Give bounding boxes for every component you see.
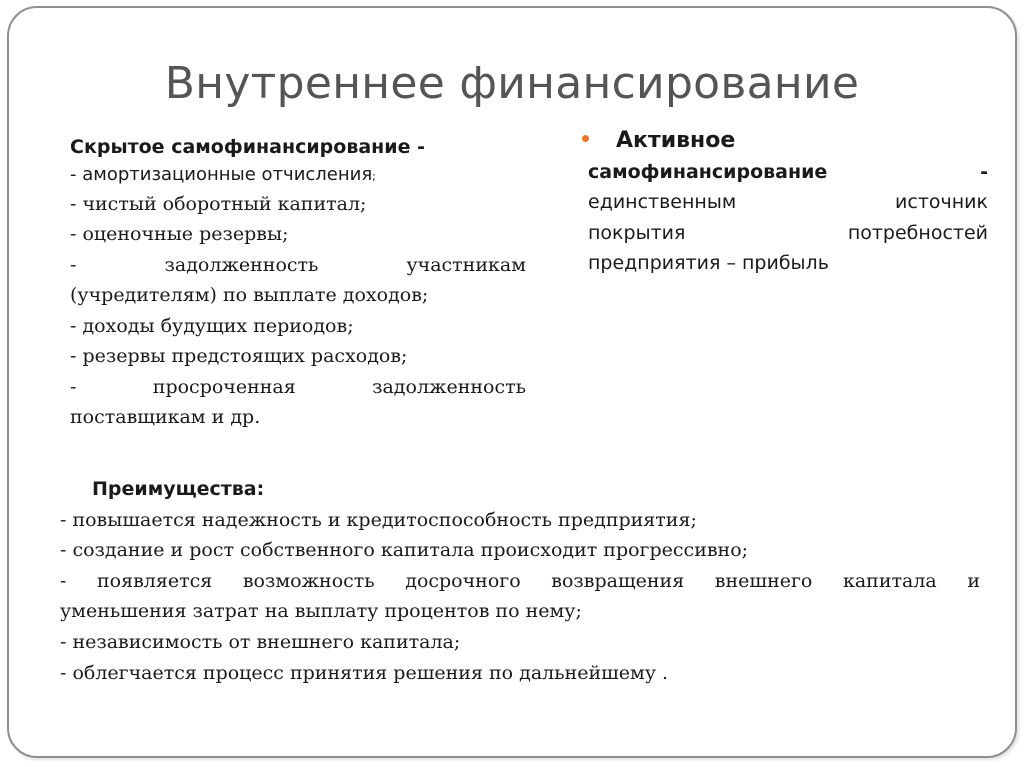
debt-item-line2: (учредителям) по выплате доходов; bbox=[70, 284, 429, 306]
bullet-icon bbox=[582, 135, 589, 142]
active-line-2: самофинансирование - bbox=[588, 160, 988, 183]
amortization-text: - амортизационные отчисления bbox=[70, 163, 373, 185]
list-item: - оценочные резервы; bbox=[70, 223, 289, 245]
active-line-3: единственным источник bbox=[588, 191, 988, 213]
hidden-self-financing-heading: Скрытое самофинансирование - bbox=[70, 136, 425, 158]
list-item: - доходы будущих периодов; bbox=[70, 314, 354, 337]
hidden-self-financing-block bbox=[70, 132, 526, 433]
advantage-item-3-line2: уменьшения затрат на выплату процентов по нему; bbox=[60, 600, 582, 623]
active-self-financing-block bbox=[588, 126, 988, 279]
list-item: - резервы предстоящих расходов; bbox=[70, 345, 408, 367]
debt-item-line1: - задолженность участникам bbox=[70, 253, 526, 276]
advantages-block bbox=[60, 474, 980, 688]
advantage-item: - облегчается процесс принятия решения по дальнейшему . bbox=[60, 661, 669, 684]
amortization-suffix: ; bbox=[372, 169, 376, 183]
list-item: - чистый оборотный капитал; bbox=[70, 192, 367, 215]
advantage-item: - повышается надежность и кредитоспособность предприятия; bbox=[60, 508, 697, 531]
advantages-heading: Преимущества: bbox=[92, 478, 265, 500]
overdue-item-line2: поставщикам и др. bbox=[70, 406, 261, 428]
amortization-item bbox=[70, 163, 526, 189]
active-self-financing-heading: Активное bbox=[616, 128, 736, 153]
advantage-item: - независимость от внешнего капитала; bbox=[60, 630, 461, 653]
overdue-item-line1: - просроченная задолженность bbox=[70, 375, 526, 398]
advantage-item: - создание и рост собственного капитала происходит прогрессивно; bbox=[60, 539, 749, 562]
active-line-4: покрытия потребностей bbox=[588, 221, 988, 244]
slide-title: Внутреннее финансирование bbox=[164, 58, 860, 109]
advantage-item-3-line1: - появляется возможность досрочного возвращения внешнего капитала и bbox=[60, 569, 980, 592]
active-line-5: предприятия – прибыль bbox=[588, 252, 829, 274]
